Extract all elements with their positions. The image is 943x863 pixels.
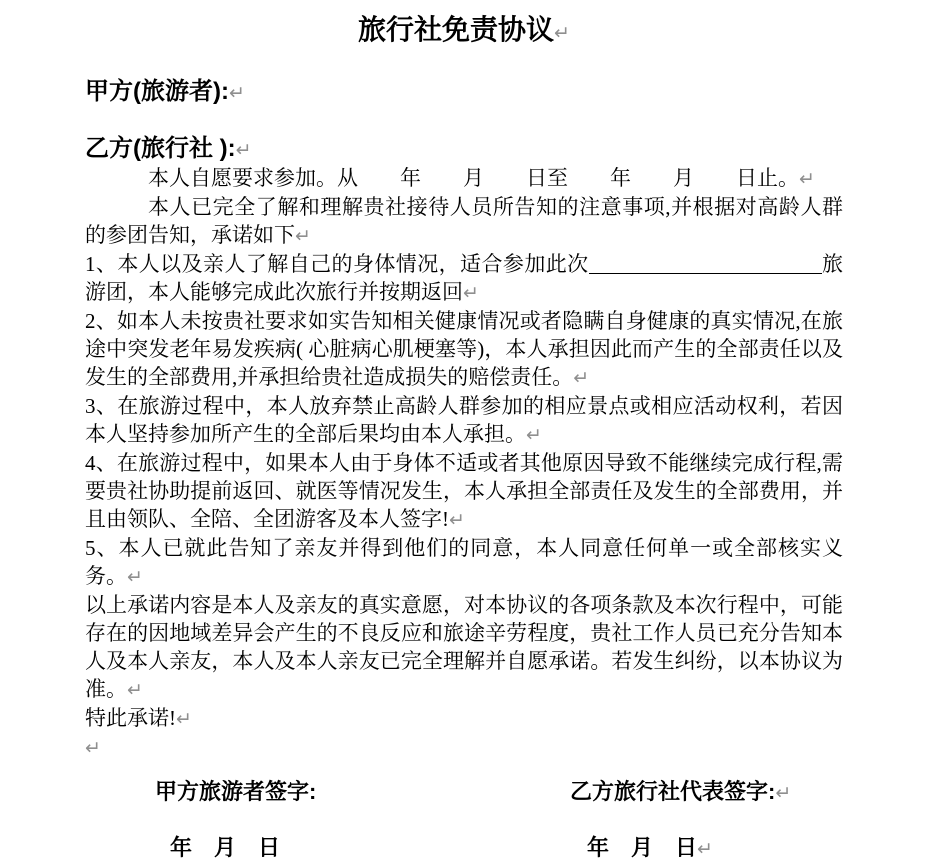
clause-2-text: 2、如本人未按贵社要求如实告知相关健康情况或者隐瞒自身健康的真实情况,在旅途中突发老年易发疾病( 心脏病心肌梗塞等)，本人承担因此而产生的全部责任以及发生的全部费用,并承担给贵社造成损失的赔偿责任。	[85, 309, 843, 389]
paragraph-mark: ↵	[799, 168, 815, 190]
paragraph-mark: ↵	[449, 509, 465, 531]
clause-1-post: 旅游团，本人能够完成此次旅行并按期返回	[85, 252, 843, 304]
clause-4	[85, 449, 843, 534]
clause-3	[85, 392, 843, 449]
party-b-signature-line	[570, 778, 791, 807]
paragraph-mark: ↵	[235, 139, 252, 161]
paragraph-mark: ↵	[127, 566, 143, 588]
paragraph-intro-notice	[85, 193, 843, 250]
fill-in-blank[interactable]	[589, 273, 822, 274]
date-line-right-text: 年 月 日	[587, 835, 698, 860]
date-line-right	[587, 834, 713, 863]
clause-5	[85, 534, 843, 591]
signature-row	[85, 778, 843, 806]
document-title-text: 旅行社免责协议	[358, 14, 555, 45]
clause-2	[85, 307, 843, 392]
party-b-signature-label: 乙方旅行社代表签字:	[570, 779, 776, 804]
clause-5-text: 5、本人已就此告知了亲友并得到他们的同意，本人同意任何单一或全部核实义务。	[85, 536, 843, 588]
paragraph-mark: ↵	[176, 708, 192, 730]
empty-paragraph	[85, 733, 843, 762]
paragraph-intro-notice-text: 本人已完全了解和理解贵社接待人员所告知的注意事项,并根据对高龄人群的参团告知，承诺如下	[85, 195, 843, 247]
party-a-label: 甲方(旅游者):	[85, 78, 229, 105]
promise-line-text: 特此承诺!	[85, 706, 176, 730]
paragraph-mark: ↵	[697, 838, 713, 860]
clause-1	[85, 250, 843, 307]
paragraph-mark: ↵	[85, 737, 101, 759]
closing-paragraph-text: 以上承诺内容是本人及亲友的真实意愿，对本协议的各项条款及本次行程中，可能存在的因地域差异会产生的不良反应和旅途辛劳程度，贵社工作人员已充分告知本人及本人亲友，本人及本人亲友已完全理解并自愿承诺。若发生纠纷，以本协议为准。	[85, 593, 843, 701]
party-b-line	[85, 135, 843, 164]
party-a-signature-line	[155, 778, 316, 806]
party-a-signature-label: 甲方旅游者签字:	[155, 779, 317, 804]
date-row	[85, 834, 843, 862]
party-b-label: 乙方(旅行社 ):	[85, 135, 236, 162]
paragraph-mark: ↵	[127, 679, 143, 701]
paragraph-mark: ↵	[463, 282, 479, 304]
clause-3-text: 3、在旅游过程中，本人放弃禁止高龄人群参加的相应景点或相应活动权利，若因本人坚持参加所产生的全部后果均由本人承担。	[85, 394, 843, 446]
paragraph-intro-dates	[85, 164, 843, 193]
paragraph-mark: ↵	[573, 367, 590, 389]
paragraph-intro-dates-text: 本人自愿要求参加。从 年 月 日至 年 月 日止。	[148, 166, 799, 190]
date-line-left-text: 年 月 日	[170, 835, 281, 860]
paragraph-mark: ↵	[775, 782, 792, 804]
paragraph-mark: ↵	[554, 22, 570, 44]
paragraph-mark: ↵	[295, 225, 311, 247]
promise-line	[85, 704, 843, 733]
closing-paragraph	[85, 591, 843, 704]
clause-1-pre: 1、本人以及亲人了解自己的身体情况，适合参加此次	[85, 252, 589, 276]
party-a-line	[85, 78, 843, 107]
document-title	[85, 14, 843, 49]
clause-4-text: 4、在旅游过程中，如果本人由于身体不适或者其他原因导致不能继续完成行程,需要贵社协助提前返回、就医等情况发生，本人承担全部责任及发生的全部费用，并且由领队、全陪、全团游客及本人签字!	[85, 451, 843, 531]
paragraph-mark: ↵	[526, 424, 542, 446]
date-line-left	[170, 834, 280, 862]
paragraph-mark: ↵	[228, 82, 245, 104]
